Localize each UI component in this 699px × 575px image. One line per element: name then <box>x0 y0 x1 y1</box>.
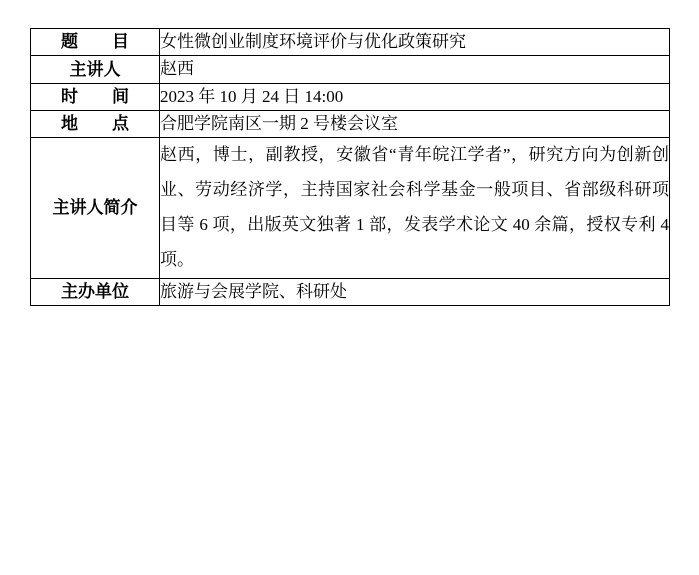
lecture-info-table <box>30 28 670 306</box>
row-label-place: 地 点 <box>31 111 160 138</box>
table-row <box>31 278 670 305</box>
row-label-speaker: 主讲人 <box>31 56 160 83</box>
row-value-time: 2023 年 10 月 24 日 14:00 <box>160 83 670 110</box>
table-row <box>31 111 670 138</box>
table-row <box>31 29 670 56</box>
row-value-place: 合肥学院南区一期 2 号楼会议室 <box>160 111 670 138</box>
row-value-speaker: 赵西 <box>160 56 670 83</box>
row-label-organizer: 主办单位 <box>31 278 160 305</box>
row-label-speaker-bio: 主讲人简介 <box>31 138 160 278</box>
table-body <box>31 29 670 306</box>
row-value-organizer: 旅游与会展学院、科研处 <box>160 278 670 305</box>
table-row <box>31 56 670 83</box>
table-row <box>31 83 670 110</box>
row-value-title: 女性微创业制度环境评价与优化政策研究 <box>160 29 670 56</box>
row-label-time: 时 间 <box>31 83 160 110</box>
row-label-title: 题 目 <box>31 29 160 56</box>
row-value-speaker-bio: 赵西，博士，副教授，安徽省“青年皖江学者”，研究方向为创新创业、劳动经济学，主持国家社会科学基金一般项目、省部级科研项目等 6 项，出版英文独著 1 部，发表学术论文 40 余篇，授权专利 4 项。 <box>160 138 670 278</box>
table-row <box>31 138 670 278</box>
